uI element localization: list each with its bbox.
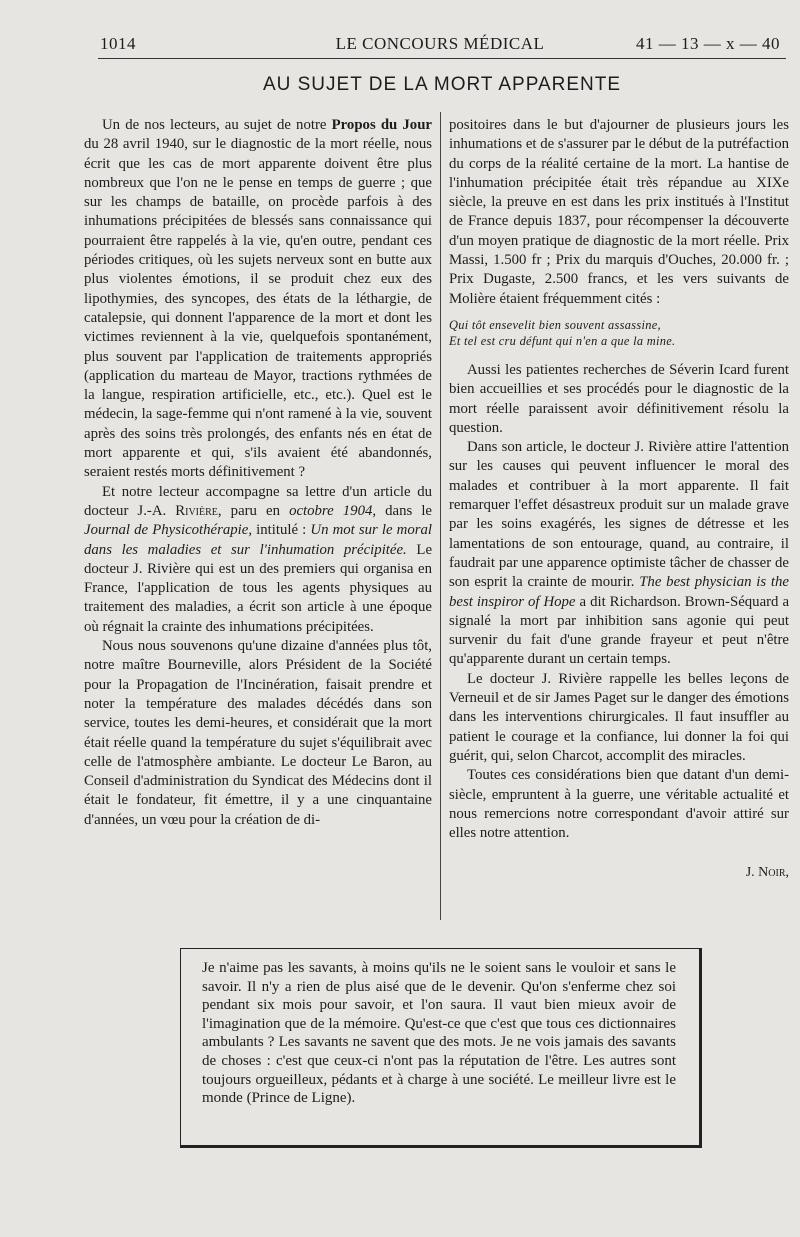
running-header bbox=[100, 34, 780, 58]
paragraph-1: Un de nos lecteurs, au sujet de notre Propos du Jour du 28 avril 1940, sur le diagnostic de la mort réelle, nous écrit que les cas de mort apparente doivent être plus nombreux que l'on ne le pense en temps de guerre ; que sur les champs de bataille, on procède parfois à des inhumations précipitées de blessés sans connaissance qui pourraient être rappelés à la vie, qu'en outre, pendant ces périodes critiques, où les sujets nerveux sont en butte aux plus violentes émotions, il se produit chez eux des lipothymies, des syncopes, des états de la léthargie, de catalepsie, qui donnent l'apparence de la mort et dont les victimes reviennent à la vie, quelquefois spontanément, plus souvent par l'application de traitements appropriés (application du marteau de Mayor, tractions rythmées de la langue, respiration artificielle, etc., etc.). Quel est le médecin, la sage-femme qui n'ont ramené à la vie, souvent après des soins très prolongés, des enfants nés en état de mort apparente et qui, s'ils avaient été abandonnés, seraient restés morts définitivement ? bbox=[84, 117, 432, 481]
issue-number: 41 — 13 — x — 40 bbox=[636, 34, 780, 53]
header-rule bbox=[98, 58, 786, 59]
paragraph-5: Dans son article, le docteur J. Rivière attire l'attention sur les causes qui peuvent influencer le moral des malades et contribuer à la mort apparente. Il fait remarquer l'effet désastreux produit sur un malade grave par les soins exagérés, les signes de détresse et les lamentations de son entourage, quand, au contraire, il faudrait par une apparence optimiste tâcher de chasser de son esprit la crainte de mourir. The best physician is the best inspiror of Hope a dit Richardson. Brown-Séquard a signalé la mort par inhibition sans agonie qui peut survenir du fait d'une grande frayeur et peut n'être qu'apparente durant un certain temps. bbox=[449, 439, 790, 668]
moliere-quote: Qui tôt ensevelit bien souvent assassine, Et tel est cru défunt qui n'en a que la mine. bbox=[449, 317, 676, 348]
english-quote: The best physician is the best inspiror of Hope bbox=[449, 574, 790, 610]
article-title: AU SUJET DE LA MORT APPARENTE bbox=[262, 74, 622, 95]
column-divider bbox=[440, 112, 441, 920]
propos-du-jour: Propos du Jour bbox=[331, 117, 432, 133]
article-column-right bbox=[449, 116, 789, 883]
paragraph-3: Nous nous souvenons qu'une dizaine d'années plus tôt, notre maître Bourneville, alors Président de la Société pour la Propagation de l'Incinération, faisait prendre et noter la température des malades décédés dans son service, toutes les demi-heures, et considérait que la mort était réelle quand la température du sujet s'équilibrait avec celle de l'atmosphère ambiante. Le docteur Le Baron, au Conseil d'administration du Syndicat des Médecins dont il était le fondateur, fit émettre, il y a une cinquantaine d'années, un vœu pour la création de di- bbox=[84, 638, 432, 828]
paragraph-7: Toutes ces considérations bien que datant d'un demi-siècle, empruntent à la guerre, une véritable actualité et nous remercions notre correspondant d'avoir attiré sur elles notre attention. bbox=[449, 767, 789, 842]
paragraph-3-continued: positoires dans le but d'ajourner de plusieurs jours les inhumations et de s'assurer par le début de la putréfaction du corps de la réalité certaine de la mort. La hantise de l'inhumation précipitée était très répandue au XIXe siècle, la preuve en est dans les prix institués à l'Institut de France depuis 1837, pour récompenser la découverte d'un moyen pratique de diagnostic de la mort réelle. Prix Massi, 1.500 fr ; Prix du marquis d'Ouches, 20.000 fr. ; Prix Dugaste, 2.500 francs, et les vers suivants de Molière étaient fréquemment cités : bbox=[449, 117, 790, 307]
signature: J. Noir, bbox=[745, 865, 789, 881]
paragraph-4: Aussi les patientes recherches de Séverin Icard furent bien accueillies et ses procédés pour le diagnostic de la mort réelle paraissent avoir définitivement résolu la question. bbox=[449, 361, 789, 436]
journal-title: LE CONCOURS MÉDICAL bbox=[335, 34, 545, 53]
journal-reference: Journal de Physicothérapie, bbox=[84, 522, 253, 539]
page-number: 1014 bbox=[100, 34, 136, 53]
paragraph-6: Le docteur J. Rivière rappelle les belles leçons de Verneuil et de sir James Paget sur le danger des émotions dans les interventions chirurgicales. Il faut insuffler au patient le courage et la confiance, lui donner la foi qui guérit, qui, selon Charcot, accomplit des miracles. bbox=[449, 670, 789, 764]
paragraph-2: Et notre lecteur accompagne sa lettre d'un article du docteur J.-A. Rivière, paru en octobre 1904, dans le Journal de Physicothérapie, intitulé : Un mot sur le moral dans les maladies et sur l'inhumation précipitée. Le docteur J. Rivière qui est un des premiers qui organisa en France, l'application de tous les agents physiques au traitement des maladies, a écrit son article à une époque où régnait la crainte des inhumations précipitées. bbox=[84, 483, 433, 635]
article-column-left bbox=[84, 116, 432, 830]
author-name: Rivière bbox=[175, 502, 218, 519]
quote-box-text: Je n'aime pas les savants, à moins qu'ils ne le soient sans le vouloir et sans le savoir. Il n'y a rien de plus aisé que de le devenir. Qu'on s'enferme chez soi pendant six mois pour savoir, et l'on saura. Il vaut bien mieux avoir de l'imagination que de la mémoire. Qu'est-ce que c'est que tous ces dictionnaires ambulants ? Les savants ne savent que des mots. Je ne vois jamais des savants de choses : c'est que ceux-ci n'ont pas la réputation de l'être. Les autres sont toujours orgueilleux, pédants et à charge à une société. Le meilleur livre est le monde (Prince de Ligne). bbox=[202, 960, 676, 1107]
article-reference: Un mot sur le moral dans les maladies et sur l'inhumation précipitée. bbox=[84, 522, 433, 558]
